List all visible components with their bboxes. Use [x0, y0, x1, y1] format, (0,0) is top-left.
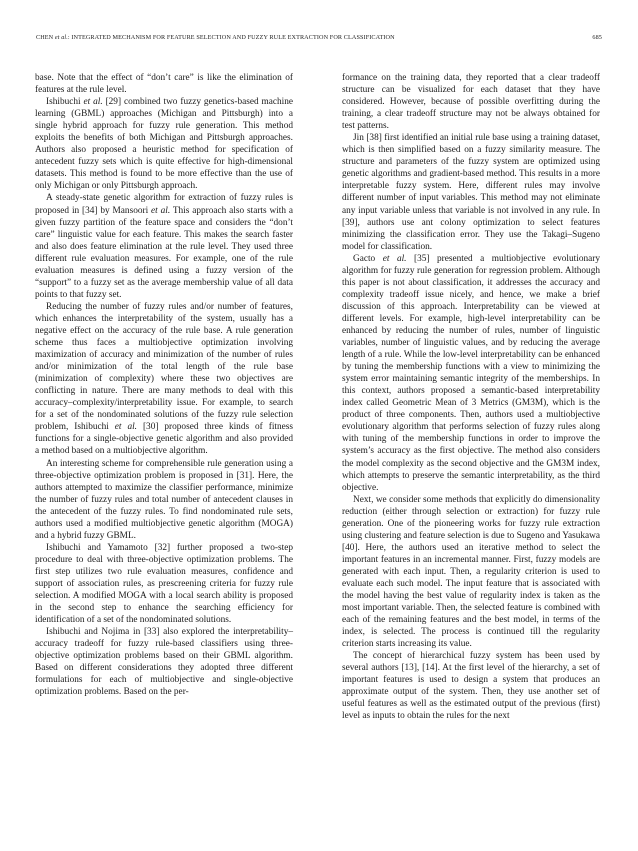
paragraph: Ishibuchi et al. [29] combined two fuzzy genetics-based machine learning (GBML) approaches (Michigan and Pittsburgh) into a single hybrid approach for fuzzy rule generation. This method exploits the benefits of both Michigan and Pittsburgh approaches. Authors also proposed a heuristic method for specification of antecedent fuzzy sets which is quite effective for high-dimensional datasets. This method is found to be more effective than the use of only Michigan or only Pittsburgh approach. — [35, 97, 293, 192]
paragraph: Ishibuchi and Nojima in [33] also explored the interpretability–accuracy tradeoff for fuzzy rule-based classifiers using three-objective optimization problems based on their GBML algorithm. Based on different considerations they adopted three different formulations for each of multiobjective and single-objective optimization problems. Based on the per- — [35, 627, 293, 698]
right-column — [342, 72, 600, 723]
paragraph: Next, we consider some methods that explicitly do dimensionality reduction (either through selection or extraction) for fuzzy rule generation. One of the pioneering works for fuzzy rule extraction using clustering and feature selection is due to Sugeno and Yasukawa [40]. Here, the authors used an iterative method to select the important features in an incremental manner. First, fuzzy models are generated with each input. Then, a regularity criterion is used to evaluate each such model. The input feature that is associated with the model having the best value of regularity index is taken as the most important variable. Then, the selected feature is combined with each of the remaining features and the best model, in terms of the index, is selected. The process is continued till the regularity criterion starts increasing its value. — [342, 494, 600, 650]
paragraph: formance on the training data, they reported that a clear tradeoff structure can be visualized for each dataset that they have considered. However, because of possible overfitting during the training, a clear tradeoff structure may not be always obtained for test patterns. — [342, 73, 600, 132]
paragraph: The concept of hierarchical fuzzy system has been used by several authors [13], [14]. At the first level of the hierarchy, a set of important features is used to design a system that produces an approximate output of the system. Then, they use another set of useful features as well as the estimated output of the previous (first) level as inputs to obtain the rules for the next — [342, 651, 600, 722]
paragraph: A steady-state genetic algorithm for extraction of fuzzy rules is proposed in [34] by Mansoori et al. This approach also starts with a given fuzzy partition of the feature space and considers the “don’t care” linguistic value for each feature. This makes the search faster and also does feature elimination at the rule level. They used three different rule evaluation measures. For example, one of the rule evaluation measures is defined using a fuzzy version of the “support” to a fuzzy set as the average membership value of all data points to that fuzzy set. — [35, 193, 293, 300]
paragraph: Reducing the number of fuzzy rules and/or number of features, which enhances the interpretability of the system, usually has a negative effect on the accuracy of the rule base. A rule generation scheme thus faces a multiobjective optimization involving maximization of accuracy and minimization of the number of rules and/or minimization of the total length of the rule base (minimization of complexity) where these two objectives are conflicting in nature. There are many methods to deal with this accuracy–complexity/interpretability issue. For example, to search for a set of the nondominated solutions of the fuzzy rule selection problem, Ishibuchi et al. [30] proposed three kinds of fitness functions for a single-objective genetic algorithm and also provided a method based on a multiobjective algorithm. — [35, 301, 293, 457]
page-number: 685 — [592, 34, 602, 41]
paragraph: base. Note that the effect of “don’t care” is like the elimination of features at the rule level. — [35, 73, 293, 96]
paragraph: Gacto et al. [35] presented a multiobjective evolutionary algorithm for fuzzy rule generation for regression problem. Although this paper is not about classification, it addresses the accuracy and complexity tradeoff issue nicely, and hence, we make a brief discussion of this approach. Interpretability can be viewed at different levels. For example, high-level interpretability can be enhanced by reducing the number of rules, number of linguistic variables, number of linguistic values, and by reducing the average length of a rule. While the low-level interpretability can be enhanced by tuning the membership functions with a view to minimizing the system error maintaining semantic integrity of the memberships. In this context, authors proposed a semantic-based interpretability index called Geometric Mean of 3 Metrics (GM3M), which is the product of three components. Then, authors used a multiobjective evolutionary algorithm that performs selection of fuzzy rules along with tuning of the membership functions in order to improve the system’s accuracy as the first objective. The method also considers the model complexity as the second objective and the GM3M index, which attempts to preserve the semantic interpretability, as the third objective. — [342, 253, 600, 493]
paragraph: Ishibuchi and Yamamoto [32] further proposed a two-step procedure to deal with three-objective optimization problems. The first step utilizes two rule evaluation measures, confidence and support of association rules, as prescreening criteria for fuzzy rule selection. A modified MOGA with a local search ability is proposed in the second step to enhance the searching efficiency for identification of a set of the nondominated solutions. — [35, 542, 293, 626]
left-column — [35, 72, 293, 698]
paragraph: Jin [38] first identified an initial rule base using a training dataset, which is then simplified based on a fuzzy similarity measure. The structure and parameters of the fuzzy system are optimized using genetic algorithms and gradient-based method. This results in a more interpretable fuzzy system. Here, different rules may involve different number of input variables. This method may not eliminate any input variable unless that variable is not involved in any rule. In [39], authors use ant colony optimization to select features minimizing the classification error. They use the Takagi–Sugeno model for classification. — [342, 133, 600, 252]
running-title: CHEN et al.: INTEGRATED MECHANISM FOR FEATURE SELECTION AND FUZZY RULE EXTRACTION FOR CLASSIFICATION — [36, 34, 395, 41]
paragraph: An interesting scheme for comprehensible rule generation using a three-objective optimization problem is proposed in [31]. Here, the authors attempted to maximize the classifier performance, minimize the number of fuzzy rules and total number of antecedent clauses in the antecedent of the fuzzy rules. To find nondominated rule sets, authors used a modified multiobjective genetic algorithm (MOGA) and a hybrid fuzzy GBML. — [35, 458, 293, 541]
